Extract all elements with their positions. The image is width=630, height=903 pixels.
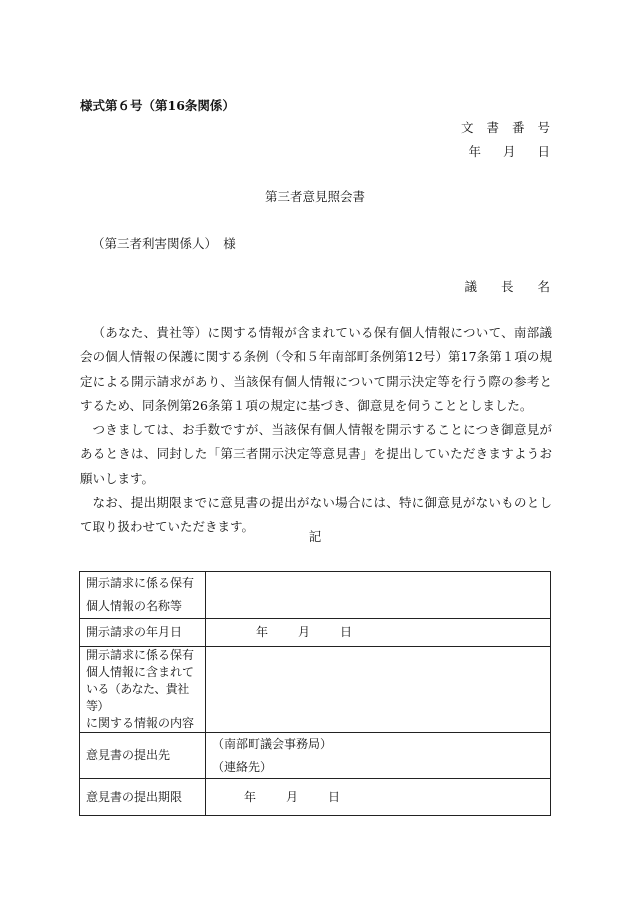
label-request-date: 開示請求の年月日: [80, 619, 206, 647]
date-year: 年: [468, 144, 481, 159]
label-deadline: 意見書の提出期限: [80, 779, 206, 816]
value-document-name[interactable]: [206, 572, 551, 619]
value-deadline[interactable]: 年 月 日: [206, 779, 551, 816]
value-info-content[interactable]: [206, 647, 551, 733]
chair-name-label: 議長名: [464, 279, 574, 294]
document-title: 第三者意見照会書: [264, 189, 365, 204]
table-row-info-content: [80, 647, 551, 733]
table-row-submission-address: [80, 733, 551, 779]
value-submission-address[interactable]: （南部町議会事務局） （連絡先）: [206, 733, 551, 779]
body-paragraph-2: つきましては、お手数ですが、当該保有個人情報を開示することにつき御意見があるときは、同封した「第三者開示決定等意見書」を提出していただきますようお願いします。: [80, 422, 552, 486]
label-document-name: 開示請求に係る保有 個人情報の名称等: [80, 572, 206, 619]
table-row-document-name: [80, 572, 551, 619]
label-submission-address: 意見書の提出先: [80, 733, 206, 779]
date-day: 日: [537, 144, 550, 159]
label-info-content: 開示請求に係る保有 個人情報に含まれて いる（あなた、貴社等） に関する情報の内容: [80, 647, 206, 733]
document-date: [468, 142, 550, 160]
table-row-deadline: [80, 779, 551, 816]
ki-heading: 記: [308, 529, 322, 544]
form-number: 様式第６号（第16条関係）: [80, 98, 235, 113]
recipient-line: （第三者利害関係人） 様: [92, 236, 236, 251]
document-number-label: 文書番号: [460, 120, 563, 135]
table-row-request-date: [80, 619, 551, 647]
body-paragraph-1: （あなた、貴社等）に関する情報が含まれている保有個人情報について、南部議会の個人情報の保護に関する条例（令和５年南部町条例第12号）第17条第１項の規定による開示請求があり、当該保有個人情報について開示決定等を行う際の参考とするため、同条例第26条第１項の規定に基づき、御意見を伺うこととしました。: [80, 325, 552, 413]
date-month: 月: [502, 144, 516, 159]
body-paragraph-3: なお、提出期限までに意見書の提出がない場合には、特に御意見がないものとして取り扱わせていただきます。: [80, 495, 552, 535]
body-text: [80, 321, 552, 540]
info-table: [79, 571, 551, 816]
value-request-date[interactable]: 年 月 日: [206, 619, 551, 647]
